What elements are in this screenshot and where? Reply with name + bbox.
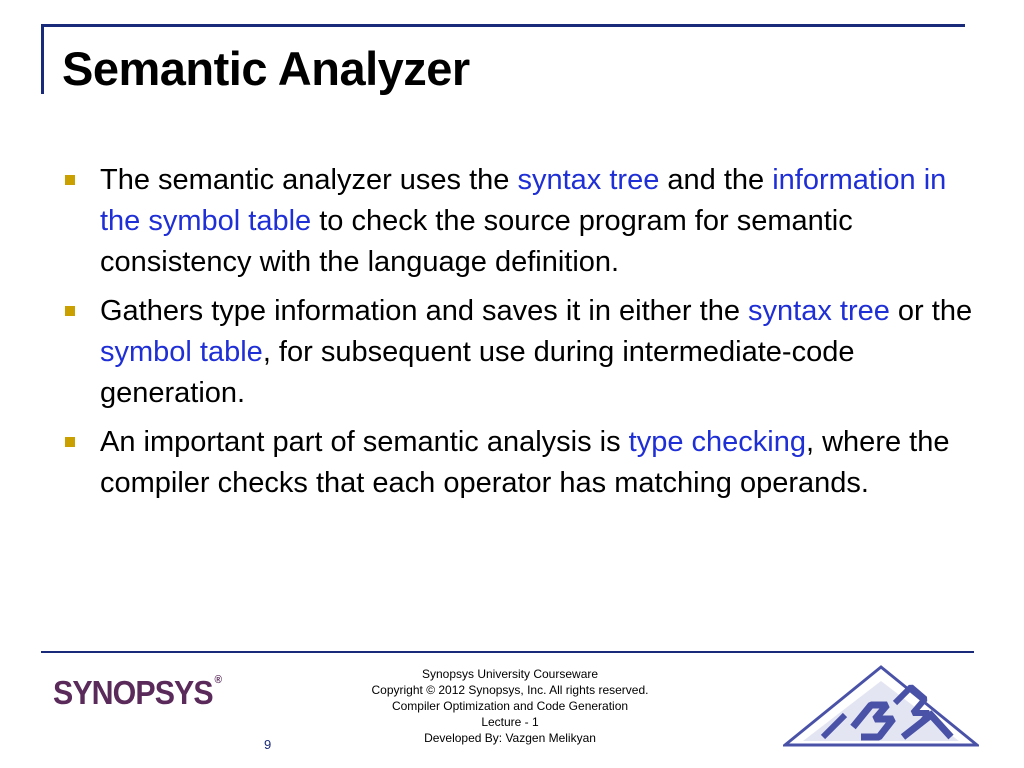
footer-line: Lecture - 1 [481,715,539,729]
footer-line: Developed By: Vazgen Melikyan [424,731,596,745]
bullet-text: or the [889,295,973,327]
bullet-item [62,160,982,283]
footer-rule [41,651,974,653]
highlighted-term: syntax tree [517,164,660,196]
bullet-text: and the [659,164,773,196]
footer-line: Copyright © 2012 Synopsys, Inc. All rights reserved. [371,683,649,697]
square-bullet-icon [65,437,75,447]
bullet-text: Gathers type information and saves it in either the [100,295,749,327]
logo-wordmark: SYNOPSYS [53,674,213,711]
highlighted-term: symbol table [100,336,263,368]
square-bullet-icon [65,306,75,316]
title-left-rule [41,24,44,94]
slide-title: Semantic Analyzer [62,42,470,95]
bullet-text: to check the source program for semantic consistency with the language definition. [100,205,853,278]
title-top-rule [41,24,965,27]
highlighted-term: information in the symbol table [100,164,947,237]
footer-line: Synopsys University Courseware [421,667,599,681]
bullet-text: , where the compiler checks that each operator has matching operands. [100,426,950,499]
bullet-list [62,160,982,512]
registered-mark: ® [214,674,222,686]
highlighted-term: syntax tree [748,295,890,327]
footer-line: Compiler Optimization and Code Generation [391,699,629,713]
bullet-text: , for subsequent use during intermediate-code generation. [100,336,855,409]
footer-credits [330,666,690,746]
synopsys-logo [53,674,221,712]
page-number: 9 [264,737,272,752]
bullet-item [62,291,982,414]
bullet-item [62,422,982,504]
bullet-text: The semantic analyzer uses the [100,164,518,196]
highlighted-term: type checking [628,426,806,458]
bullet-text: An important part of semantic analysis is [100,426,629,458]
square-bullet-icon [65,175,75,185]
university-emblem-icon [783,665,979,747]
